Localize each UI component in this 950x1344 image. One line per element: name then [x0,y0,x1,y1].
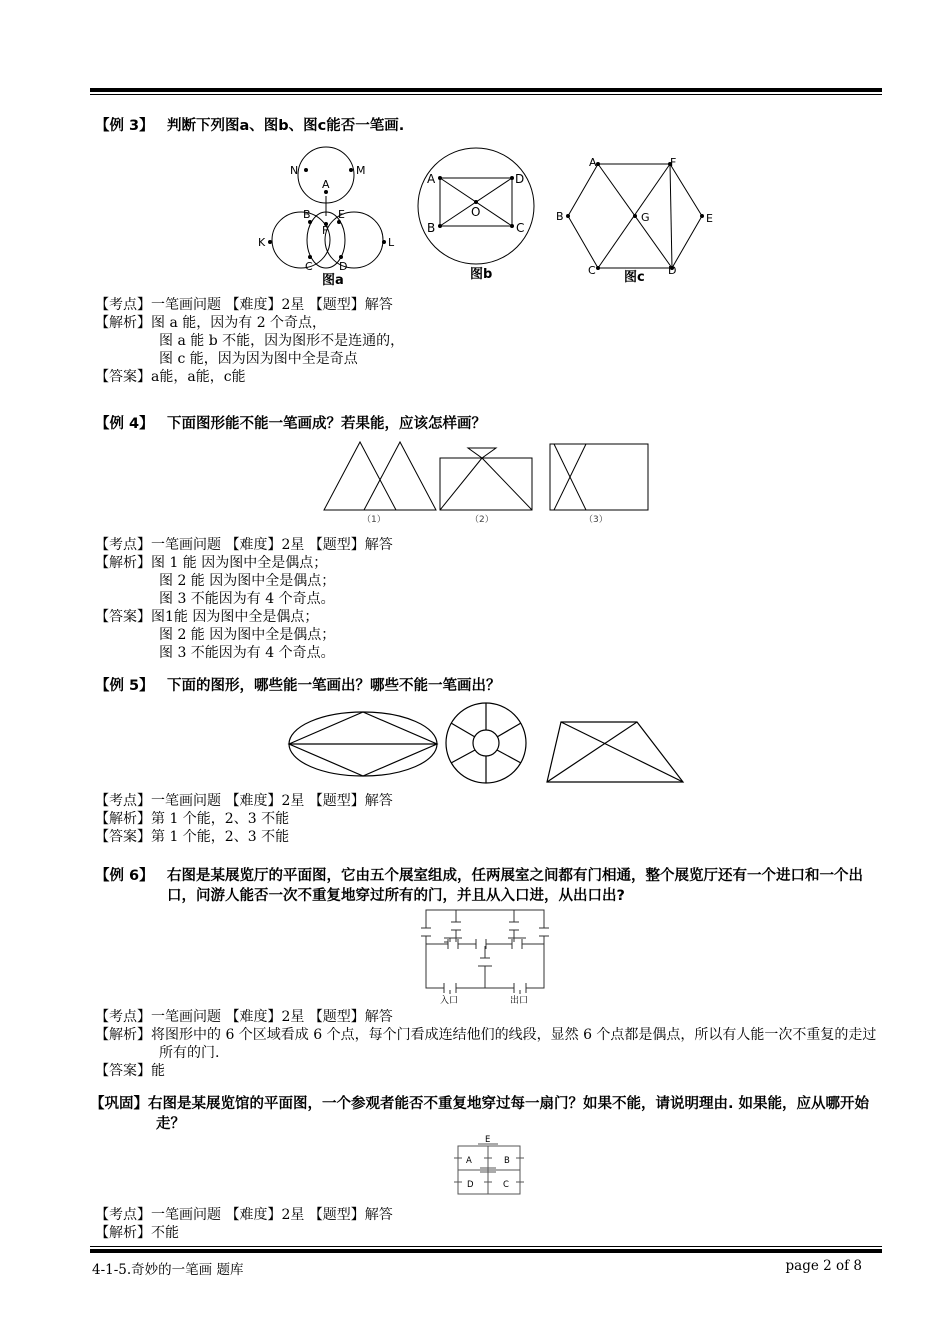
ex3-analysis-3: 图 c 能，因为因为图中全是奇点 [159,351,358,367]
footer-page-number: page 2 of 8 [785,1258,862,1274]
room-e-label: E [485,1135,491,1145]
consolidate-analysis: 【解析】不能 [95,1225,179,1241]
ex3-question [95,116,885,136]
ex5-meta: 【考点】一笔画问题 【难度】2星 【题型】解答 [95,793,393,809]
room-d-label: D [467,1180,474,1190]
ex3-analysis-2: 图 a 能 b 不能，因为图形不是连通的， [159,333,405,349]
ex6-solution [95,1008,885,1080]
ex5-answer: 【答案】第 1 个能，2、3 不能 [95,829,290,845]
ex5-question [95,676,885,696]
ex3-answer: 【答案】a能，a能，c能 [95,369,246,385]
footer-rule [90,1246,882,1253]
consolidate-question [90,1094,885,1134]
fig-a-top-circle [298,147,354,203]
fig-b-label: A [427,172,436,186]
fig-b-label: C [516,221,525,235]
room-c-label: C [503,1180,509,1190]
fig-a-label: K [258,236,266,249]
ex4-answer-3: 图 3 不能因为有 4 个奇点。 [159,645,335,661]
fig-c-label: C [588,264,596,277]
ex5-tag: 【例 5】 [95,678,154,694]
header-rule [90,88,882,95]
fig-a-label: B [303,208,311,221]
ex4-meta: 【考点】一笔画问题 【难度】2星 【题型】解答 [95,537,393,553]
fig-4-caption: （3） [584,515,608,525]
ex5-solution [95,792,885,846]
ex3-figure [250,140,730,290]
ex6-answer: 【答案】能 [95,1063,165,1079]
room-a-label: A [466,1156,472,1166]
fig-a-label: N [290,164,299,177]
fig-c-label: D [668,264,677,277]
fig-a-label: L [388,236,395,249]
ex6-floorplan [420,906,554,1006]
ex3-solution [95,296,885,386]
fig-c-label: G [641,211,650,224]
fig-b-label: B [427,221,436,235]
fig-c-caption: 图c [624,270,645,285]
ex4-solution [95,536,885,662]
fig-a-caption: 图a [322,273,344,288]
room-b-label: B [504,1156,510,1166]
ex4-text: 下面图形能不能一笔画成？若果能，应该怎样画？ [167,416,486,432]
fig-4-caption: （1） [362,515,386,525]
fig-a-label: C [305,260,313,273]
ex3-meta: 【考点】一笔画问题 【难度】2星 【题型】解答 [95,297,393,313]
footer-left: 4-1-5.奇妙的一笔画 题库 [92,1262,244,1278]
ex5-analysis: 【解析】第 1 个能，2、3 不能 [95,811,290,827]
ex3-tag: 【例 3】 [95,118,154,134]
ex4-analysis-3: 图 3 不能因为有 4 个奇点。 [159,591,335,607]
ex6-meta: 【考点】一笔画问题 【难度】2星 【题型】解答 [95,1009,393,1025]
ex6-text: 右图是某展览厅的平面图，它由五个展室组成，任两展室之间都有门相通，整个展览厅还有一个进口和一个出口，问游人能否一次不重复地穿过所有的门，并且从入口进，从出口出? [167,868,863,904]
entrance-label: 入口 [440,996,459,1006]
ex3-analysis-1: 【解析】图 a 能，因为有 2 个奇点， [95,315,327,331]
ex5-figure [285,700,685,786]
consolidate-text: 【巩固】右图是某展览馆的平面图，一个参观者能否不重复地穿过每一扇门？如果不能，请说明理由. 如果能，应从哪开始走？ [90,1096,870,1132]
exit-label: 出口 [510,996,529,1006]
fig-4-caption: （2） [470,515,494,525]
ex4-analysis-2: 图 2 能 因为图中全是偶点； [159,573,336,589]
ex4-figure [320,440,660,528]
ex4-answer-1: 【答案】图1能 因为图中全是偶点； [95,609,319,625]
ex6-tag: 【例 6】 [95,868,154,884]
consolidate-floorplan [450,1132,530,1198]
fig-a-label: M [356,164,366,177]
consolidate-meta: 【考点】一笔画问题 【难度】2星 【题型】解答 [95,1207,393,1223]
fig-b-label: O [471,205,481,219]
ex4-question [95,414,885,434]
ex6-analysis: 【解析】将图形中的 6 个区域看成 6 个点，每个门看成连结他们的线段，显然 6 个点都是偶点，所以有人能一次不重复的走过所有的门. [95,1027,877,1061]
fig-a-label: A [322,178,330,191]
fig-a-label: E [338,208,345,221]
ex4-tag: 【例 4】 [95,416,154,432]
ex4-answer-2: 图 2 能 因为图中全是偶点； [159,627,336,643]
fig-b-caption: 图b [470,267,493,282]
fig-a-label: F [322,224,329,237]
ex3-text: 判断下列图a、图b、图c能否一笔画. [167,118,405,134]
fig-c-label: E [706,212,713,225]
consolidate-solution [95,1206,885,1242]
ex6-question [95,866,885,906]
fig-c-label: B [556,210,564,223]
ex5-text: 下面的图形，哪些能一笔画出？哪些不能一笔画出？ [167,678,501,694]
fig-a-label: D [339,260,348,273]
fig-c-label: A [589,156,597,169]
fig-b-label: D [515,172,525,186]
fig-c-label: F [670,156,677,169]
ex4-analysis-1: 【解析】图 1 能 因为图中全是偶点； [95,555,328,571]
